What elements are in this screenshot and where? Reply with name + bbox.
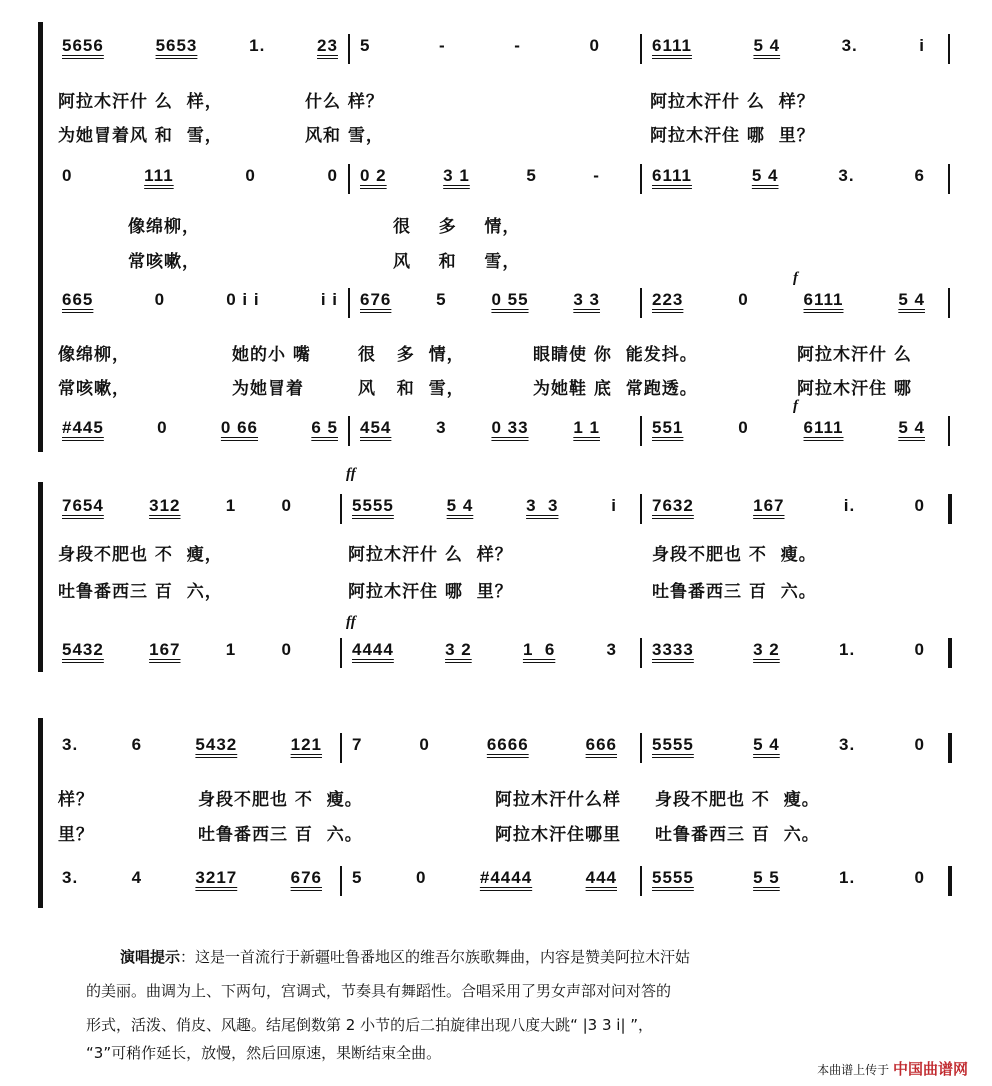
dynamic-mark: ff (346, 466, 356, 482)
note-group: 3333 (652, 640, 694, 659)
measure (62, 418, 338, 438)
note-group: 1 (225, 640, 237, 659)
dynamic-mark: f (793, 270, 798, 286)
site-logo[interactable]: 中国曲谱网 (892, 1060, 968, 1078)
note-group: 4444 (352, 640, 394, 659)
note-group: 0 (914, 868, 925, 887)
lyric: 眼睛使 你 能发抖。 (533, 345, 698, 365)
measure (62, 166, 338, 186)
note-group: 1 (225, 496, 237, 515)
note-group: 6 (914, 166, 925, 185)
lyric: 吐鲁番西三 百 六。 (652, 582, 817, 602)
note-group: 3 3 (526, 496, 559, 515)
measure (652, 166, 925, 186)
bar-line (348, 164, 350, 194)
performance-notes (120, 940, 920, 974)
note-group: 676 (360, 290, 392, 309)
bar-line (640, 733, 642, 763)
note-group: 0 (914, 640, 925, 659)
note-group: 444 (585, 868, 617, 887)
bar-line (640, 866, 642, 896)
note-group: 0 (281, 496, 292, 515)
note-group: - (439, 36, 446, 55)
note-group: 5 4 (751, 166, 779, 185)
note-group: 3 1 (443, 166, 470, 185)
note-group: 3. (838, 166, 855, 185)
note-group: 3217 (195, 868, 238, 887)
note-group: 23 (317, 36, 338, 55)
bar-line (348, 416, 350, 446)
note-group: 4 (131, 868, 143, 887)
note-group: i (611, 496, 617, 515)
bar-line (948, 34, 950, 64)
note-group: 0 (589, 36, 600, 55)
lyric: 像绵柳， (58, 345, 130, 365)
note-group: 1. (249, 36, 266, 55)
note-group: 0 33 (491, 418, 529, 437)
bar-line (948, 733, 952, 763)
note-group: 0 (738, 418, 749, 437)
bar-line (948, 494, 952, 524)
note-group: 167 (149, 640, 181, 659)
note-group: 5 4 (753, 36, 781, 55)
note-group: i. (843, 496, 856, 515)
measure (360, 290, 600, 310)
lyric: 阿拉木汗住哪里 (495, 825, 621, 845)
note-group: 0 (327, 166, 338, 185)
note-group: 6111 (803, 418, 844, 437)
system-brace (38, 482, 43, 672)
note-group: 121 (290, 735, 322, 754)
note-group: 5653 (155, 36, 198, 55)
lyric: 阿拉木汗什么样 (495, 790, 621, 810)
note-group: 0 66 (220, 418, 259, 437)
note-group: 7654 (62, 496, 104, 515)
note-group: 312 (149, 496, 181, 515)
note-group: 0 (415, 868, 427, 887)
note-group: 5 (526, 166, 537, 185)
notes-text: 形式，活泼、俏皮、风趣。结尾倒数第 2 小节的后二拍旋律出现八度大跳“ |3 3 i| ”， (86, 1016, 654, 1034)
measure (62, 36, 338, 56)
note-group: 1. (839, 640, 856, 659)
note-group: - (593, 166, 600, 185)
system-brace (38, 22, 43, 452)
bar-line (640, 34, 642, 64)
bar-line (948, 866, 952, 896)
note-group: 0 (157, 418, 168, 437)
bar-line (640, 164, 642, 194)
note-group: 3 (606, 640, 617, 659)
note-group: 0 i i (226, 290, 260, 309)
bar-line (340, 733, 342, 763)
measure (62, 496, 292, 516)
measure (352, 496, 617, 516)
note-group: 3. (62, 868, 79, 887)
note-group: 0 (245, 166, 256, 185)
note-group: 1. (839, 868, 856, 887)
note-group: 5 5 (753, 868, 780, 887)
lyric: 身段不肥也 不 瘦。 (655, 790, 820, 810)
lyric: 常咳嗽， (128, 252, 200, 272)
bar-line (340, 866, 342, 896)
note-group: 5555 (652, 735, 694, 754)
note-group: 0 (914, 735, 925, 754)
note-group: 5 4 (898, 290, 925, 309)
lyric: 像绵柳， (128, 217, 200, 237)
note-group: 5555 (652, 868, 694, 887)
lyric: 阿拉木汗什 么 样？ (348, 545, 513, 565)
note-group: 5 (352, 868, 363, 887)
note-group: - (514, 36, 521, 55)
lyric: 阿拉木汗什 么 样， (58, 92, 223, 112)
note-group: 1 1 (573, 418, 600, 437)
measure (62, 640, 292, 660)
lyric: 她的小 嘴 (232, 345, 311, 365)
measure (652, 290, 925, 310)
lyric: 很 多 情， (393, 217, 521, 237)
measure (352, 640, 617, 660)
note-group: 3 2 (753, 640, 780, 659)
measure (652, 36, 925, 56)
lyric: 吐鲁番西三 百 六。 (655, 825, 820, 845)
lyric: 身段不肥也 不 瘦。 (652, 545, 817, 565)
note-group: #4444 (479, 868, 533, 887)
note-group: 5555 (352, 496, 394, 515)
note-group: 0 (281, 640, 292, 659)
lyric: 什么 样？ (305, 92, 384, 112)
note-group: 5432 (195, 735, 238, 754)
lyric: 为她鞋 底 常跑透。 (533, 379, 698, 399)
lyric: 身段不肥也 不 瘦。 (198, 790, 363, 810)
bar-line (948, 416, 950, 446)
note-group: 0 (62, 166, 73, 185)
lyric: 样？ (58, 790, 94, 810)
measure (652, 640, 925, 660)
measure (652, 735, 925, 755)
notes-text: “3”可稍作延长，放慢，然后回原速，果断结束全曲。 (86, 1044, 442, 1062)
lyric: 阿拉木汗住 哪 里？ (650, 126, 815, 146)
note-group: 676 (290, 868, 322, 887)
note-group: 111 (144, 166, 174, 185)
lyric: 风 和 雪， (358, 379, 465, 399)
note-group: 0 (914, 496, 925, 515)
measure (352, 868, 617, 888)
lyric: 很 多 情， (358, 345, 465, 365)
bar-line (340, 638, 342, 668)
dynamic-mark: f (793, 398, 798, 414)
lyric: 风 和 雪， (393, 252, 521, 272)
bar-line (348, 288, 350, 318)
note-group: 6111 (652, 36, 692, 55)
notes-label: 演唱提示 (120, 948, 181, 966)
lyric: 阿拉木汗住 哪 (797, 379, 912, 399)
lyric: 阿拉木汗什 么 (797, 345, 912, 365)
note-group: 5 4 (753, 735, 780, 754)
note-group: i (919, 36, 925, 55)
measure (62, 735, 322, 755)
lyric: 为她冒着风 和 雪， (58, 126, 223, 146)
note-group: 6 5 (311, 418, 338, 437)
measure (652, 868, 925, 888)
footer-text: 本曲谱上传于 (817, 1063, 890, 1077)
note-group: 7632 (652, 496, 694, 515)
note-group: 6666 (486, 735, 529, 754)
footer (817, 1058, 968, 1079)
lyric: 常咳嗽， (58, 379, 130, 399)
lyric: 吐鲁番西三 百 六。 (198, 825, 363, 845)
lyric: 为她冒着 (232, 379, 304, 399)
note-group: 3. (62, 735, 79, 754)
note-group: 0 55 (491, 290, 529, 309)
note-group: 6 (131, 735, 143, 754)
note-group: 0 (419, 735, 430, 754)
note-group: 666 (585, 735, 617, 754)
lyric: 身段不肥也 不 瘦， (58, 545, 223, 565)
lyric: 阿拉木汗住 哪 里？ (348, 582, 513, 602)
bar-line (348, 34, 350, 64)
bar-line (948, 164, 950, 194)
note-group: 3 2 (445, 640, 472, 659)
note-group: 3 (436, 418, 447, 437)
system-brace (38, 718, 43, 908)
note-group: 665 (62, 290, 94, 309)
measure (360, 166, 600, 186)
notes-text: ：这是一首流行于新疆吐鲁番地区的维吾尔族歌舞曲，内容是赞美阿拉木汗姑 (180, 948, 691, 966)
lyric: 里？ (58, 825, 94, 845)
measure (360, 36, 600, 56)
note-group: 551 (652, 418, 684, 437)
bar-line (640, 494, 642, 524)
note-group: 6111 (652, 166, 692, 185)
note-group: 167 (753, 496, 785, 515)
measure (652, 496, 925, 516)
note-group: 3 3 (573, 290, 600, 309)
note-group: 3. (839, 735, 856, 754)
bar-line (640, 288, 642, 318)
note-group: 0 (154, 290, 166, 309)
note-group: 3. (841, 36, 858, 55)
note-group: 5 4 (898, 418, 925, 437)
notes-text: 的美丽。曲调为上、下两句，宫调式，节奏具有舞蹈性。合唱采用了男女声部对问对答的 (86, 982, 672, 1000)
note-group: 6111 (803, 290, 844, 309)
measure (360, 418, 600, 438)
note-group: 5 (436, 290, 447, 309)
note-group: 5432 (62, 640, 104, 659)
dynamic-mark: ff (346, 614, 356, 630)
measure (352, 735, 617, 755)
note-group: i i (320, 290, 338, 309)
bar-line (640, 638, 642, 668)
note-group: 223 (652, 290, 684, 309)
note-group: 454 (360, 418, 392, 437)
lyric: 吐鲁番西三 百 六， (58, 582, 223, 602)
bar-line (340, 494, 342, 524)
note-group: 5 (360, 36, 371, 55)
note-group: 0 (738, 290, 749, 309)
note-group: 7 (352, 735, 363, 754)
measure (652, 418, 925, 438)
lyric: 阿拉木汗什 么 样？ (650, 92, 815, 112)
note-group: 5656 (62, 36, 104, 55)
note-group: 0 2 (360, 166, 387, 185)
measure (62, 290, 338, 310)
bar-line (948, 288, 950, 318)
lyric: 风和 雪， (305, 126, 384, 146)
note-group: 5 4 (446, 496, 474, 515)
bar-line (640, 416, 642, 446)
bar-line (948, 638, 952, 668)
note-group: 1 6 (522, 640, 556, 659)
note-group: #445 (62, 418, 104, 437)
measure (62, 868, 322, 888)
